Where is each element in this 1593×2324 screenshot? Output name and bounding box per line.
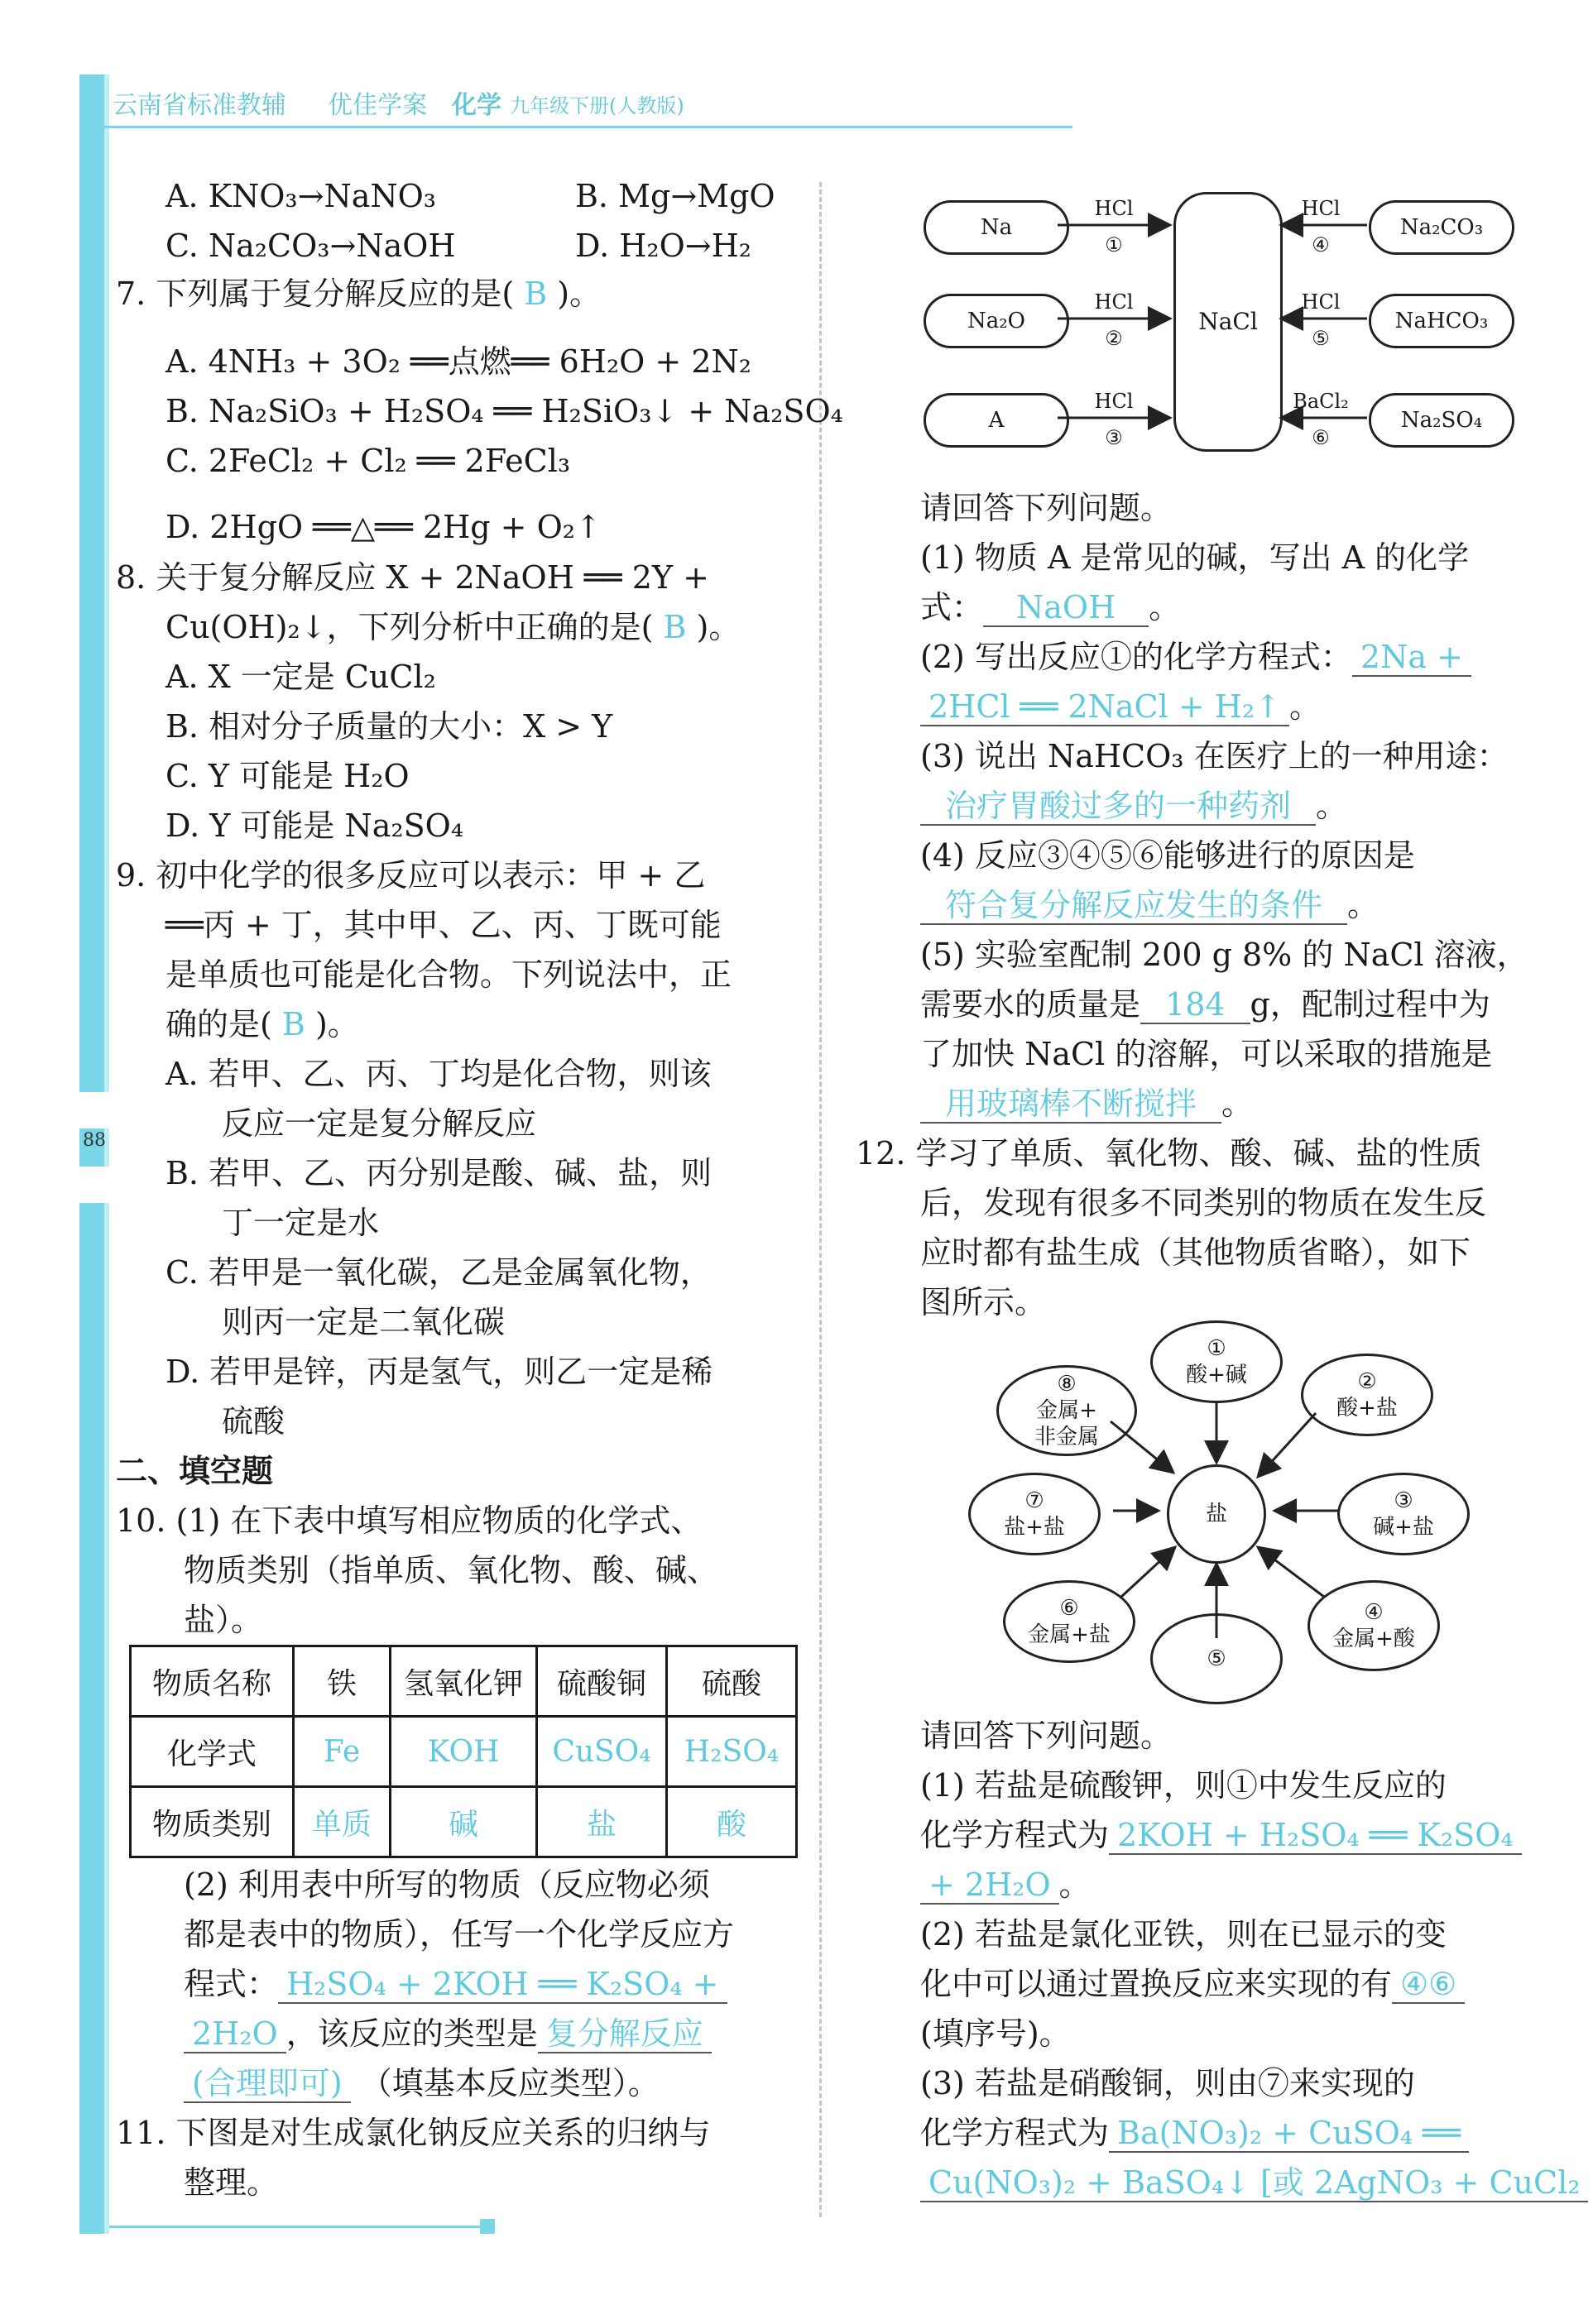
q10-p2-line4: 2H₂O ，该反应的类型是 复分解反应 [184,2015,712,2052]
q10-type-answer: 复分解反应 [538,2015,712,2053]
reagent-label: HCl [1301,197,1341,220]
q12-line3: 应时都有盐生成（其他物质省略），如下 [920,1234,1471,1271]
reaction-number: ⑥ [1312,426,1330,449]
edge-notch-bottom [79,1167,109,1203]
q11-5-line3: 了加快 NaCl 的溶解，可以采取的措施是 [920,1036,1493,1072]
q11-intro: 请回答下列问题。 [920,490,1173,526]
q11-line1: 11. 下图是对生成氯化钠反应关系的归纳与 [116,2115,711,2151]
q11-2-answer: 2Na + [1352,639,1471,677]
q8-answer: B [663,609,687,645]
q9-answer: B [281,1006,305,1042]
q10-p2-line3: 程式： H₂SO₄ + 2KOH ══ K₂SO₄ + [184,1966,727,2002]
q7-option-b: B. Na₂SiO₃ + H₂SO₄ ══ H₂SiO₃↓ + Na₂SO₄ [166,393,843,429]
q12-2-line2: 化中可以通过置换反应来实现的有 ④⑥ [920,1966,1465,2002]
pill-na: Na [924,200,1069,255]
q7-stem: 7. 下列属于复分解反应的是( B )。 [116,276,602,312]
q8-option-c: C. Y 可能是 H₂O [166,758,410,794]
q12-1-answer-cont: + 2H₂O [920,1866,1059,1905]
reaction-number: ③ [1105,426,1123,449]
pill-nahco3: NaHCO₃ [1369,294,1514,348]
q7-option-a: A. 4NH₃ + 3O₂ ══点燃══ 6H₂O + 2N₂ [166,343,751,380]
q9-option-b-cont: 丁一定是水 [222,1205,380,1241]
q11-5-answer2: 用玻璃棒不断搅拌 [920,1085,1221,1124]
q12-1-line1: (1) 若盐是硫酸钾，则①中发生反应的 [920,1767,1447,1804]
header-brand: 云南省标准教辅 [113,91,286,120]
wheel-node-6: ⑥ 金属+盐 [1003,1580,1135,1663]
q11-5-line1: (5) 实验室配制 200 g 8% 的 NaCl 溶液， [920,937,1528,973]
table-cell-answer: 碱 [391,1787,537,1857]
page-header [79,79,1072,127]
q12-line1: 12. 学习了单质、氧化物、酸、碱、盐的性质 [856,1135,1482,1172]
q10-equation-answer-cont: 2H₂O [184,2015,286,2053]
wheel-node-4: ④ 金属+酸 [1308,1580,1440,1671]
q11-5-line4: 用玻璃棒不断搅拌 。 [920,1085,1253,1122]
q10-line1: 10. (1) 在下表中填写相应物质的化学式、 [116,1502,703,1539]
table-row [131,1717,797,1787]
q12-1-answer: 2KOH + H₂SO₄ ══ K₂SO₄ [1109,1817,1522,1855]
table-row [131,1646,797,1717]
table-cell-answer: CuSO₄ [537,1717,667,1787]
q10-line3: 盐）。 [184,1602,263,1638]
q6-option-c: C. Na₂CO₃→NaOH [166,228,456,264]
q9-option-b: B. 若甲、乙、丙分别是酸、碱、盐，则 [166,1155,713,1191]
pill-na2o: Na₂O [924,294,1069,348]
q12-2-line3: (填序号)。 [920,2015,1071,2052]
table-cell-answer: H₂SO₄ [667,1717,797,1787]
wheel-node-1: ① 酸+碱 [1150,1320,1283,1403]
page-edge-band-light [104,74,109,2234]
table-cell-answer: KOH [391,1717,537,1787]
q11-5-line2: 需要水的质量是 184 g，配制过程中为 [920,986,1490,1023]
header-grade: 九年级下册(人教版) [510,94,684,117]
reaction-number: ② [1105,327,1123,350]
q12-3-answer: Ba(NO₃)₂ + CuSO₄ ══ [1109,2115,1469,2153]
reaction-number: ① [1105,233,1123,256]
q10-equation-answer: H₂SO₄ + 2KOH ══ K₂SO₄ + [278,1966,727,2004]
header-series: 优佳学案 [328,91,427,120]
q12-3-line3 [920,2164,1588,2201]
q12-line4: 图所示。 [920,1284,1047,1320]
table-cell-answer: Fe [294,1717,391,1787]
q9-option-d-cont: 硫酸 [222,1403,285,1440]
page-edge-band [79,74,104,2234]
header-subject: 化学 [452,91,501,120]
q12-2-answer: ④⑥ [1392,1966,1465,2004]
q9-line3: 是单质也可能是化合物。下列说法中，正 [166,956,732,993]
section-heading: 二、填空题 [116,1453,274,1489]
q9-option-c-cont: 则丙一定是二氧化碳 [222,1304,506,1340]
q12-line2: 后，发现有很多不同类别的物质在发生反 [920,1185,1487,1221]
q11-3-line1: (3) 说出 NaHCO₃ 在医疗上的一种用途： [920,738,1509,774]
q11-4-line1: (4) 反应③④⑤⑥能够进行的原因是 [920,837,1415,874]
pill-na2co3: Na₂CO₃ [1369,200,1514,255]
q12-3-answer-cont: Cu(NO₃)₂ + BaSO₄↓ [或 2AgNO₃ + CuCl₂ [920,2164,1588,2202]
q8-option-a: A. X 一定是 CuCl₂ [166,659,436,695]
reaction-number: ⑤ [1312,327,1330,350]
q11-3-answer: 治疗胃酸过多的一种药剂 [920,788,1316,826]
q7-option-d: D. 2HgO ══△══ 2Hg + O₂↑ [166,509,602,545]
reagent-label: HCl [1094,290,1134,314]
q11-1-answer: NaOH [983,589,1149,627]
wheel-node-7: ⑦ 盐+盐 [968,1473,1101,1555]
q8-line2: Cu(OH)₂↓，下列分析中正确的是( B )。 [166,609,741,645]
q9-option-c: C. 若甲是一氧化碳，乙是金属氧化物， [166,1254,712,1291]
header-rule [79,126,1072,128]
q7-option-c: C. 2FeCl₂ + Cl₂ ══ 2FeCl₃ [166,443,571,479]
q9-line2: ══丙 + 丁，其中甲、乙、丙、丁既可能 [166,907,722,943]
q12-3-line2: 化学方程式为 Ba(NO₃)₂ + CuSO₄ ══ [920,2115,1469,2151]
pill-a: A [924,393,1069,448]
reagent-label: HCl [1094,390,1134,413]
reaction-number: ④ [1312,233,1330,256]
q11-2-line1: (2) 写出反应①的化学方程式： 2Na + [920,639,1471,675]
q12-1-line3: + 2H₂O 。 [920,1866,1091,1903]
q10-type-note: (合理即可) [184,2065,351,2103]
reagent-label: HCl [1301,290,1341,314]
q11-1-line1: (1) 物质 A 是常见的碱，写出 A 的化学 [920,539,1470,576]
wheel-node-2: ② 酸+盐 [1301,1354,1433,1436]
table-cell-answer: 盐 [537,1787,667,1857]
q12-1-line2: 化学方程式为 2KOH + H₂SO₄ ══ K₂SO₄ [920,1817,1522,1853]
q12-3-line1: (3) 若盐是硝酸铜，则由⑦来实现的 [920,2065,1415,2101]
wheel-node-8: ⑧ 金属+ 非金属 [996,1365,1137,1456]
q9-line4: 确的是( B )。 [166,1006,359,1042]
reagent-label: BaCl₂ [1293,390,1349,413]
substance-table [129,1645,798,1858]
q8-option-b: B. 相对分子质量的大小：X > Y [166,708,613,745]
q9-option-a: A. 若甲、乙、丙、丁均是化合物，则该 [166,1056,712,1092]
table-row-head: 化学式 [131,1717,294,1787]
q12-intro: 请回答下列问题。 [920,1718,1173,1754]
q11-4-line2: 符合复分解反应发生的条件 。 [920,887,1379,923]
q11-1-line2: 式： NaOH 。 [920,589,1181,625]
edge-notch-top [79,1092,109,1128]
table-cell: 氢氧化钾 [391,1646,537,1717]
pill-na2so4: Na₂SO₄ [1369,393,1514,448]
table-cell-answer: 单质 [294,1787,391,1857]
table-cell: 铁 [294,1646,391,1717]
q8-option-d: D. Y 可能是 Na₂SO₄ [166,807,464,844]
column-separator [819,182,822,2217]
wheel-node-5: ⑤ [1150,1613,1283,1704]
wheel-center-salt: 盐 [1167,1464,1266,1564]
q11-4-answer: 符合复分解反应发生的条件 [920,887,1347,925]
page-number: 88 [83,1130,106,1151]
table-row-head: 物质名称 [131,1646,294,1717]
table-cell: 硫酸 [667,1646,797,1717]
q8-line1: 8. 关于复分解反应 X + 2NaOH ══ 2Y + [116,559,709,596]
table-row-head: 物质类别 [131,1787,294,1857]
q7-answer: B [524,276,548,312]
footer-rule [109,2226,482,2228]
q6-option-a: A. KNO₃→NaNO₃ [166,178,437,214]
q11-5-answer: 184 [1140,986,1250,1024]
q10-p2-line1: (2) 利用表中所写的物质（反应物必须 [184,1866,710,1903]
table-row [131,1787,797,1857]
q9-option-d: D. 若甲是锌，丙是氢气，则乙一定是稀 [166,1354,713,1390]
q10-p2-line2: 都是表中的物质），任写一个化学反应方 [184,1916,735,1953]
footer-square [480,2219,495,2234]
q11-2-line2: 2HCl ══ 2NaCl + H₂↑ 。 [920,688,1321,725]
q11-line2: 整理。 [184,2164,279,2201]
reagent-label: HCl [1094,197,1134,220]
table-cell: 硫酸铜 [537,1646,667,1717]
q6-option-b: B. Mg→MgO [575,178,775,214]
q11-3-line2: 治疗胃酸过多的一种药剂 。 [920,788,1347,824]
q10-p2-line5: (合理即可) （填基本反应类型）。 [184,2065,660,2101]
q10-line2: 物质类别（指单质、氧化物、酸、碱、 [184,1552,719,1588]
q11-2-answer-cont: 2HCl ══ 2NaCl + H₂↑ [920,688,1289,726]
wheel-node-3: ③ 碱+盐 [1337,1473,1470,1555]
q9-line1: 9. 初中化学的很多反应可以表示：甲 + 乙 [116,857,706,894]
nacl-center: NaCl [1173,192,1283,452]
q6-option-d: D. H₂O→H₂ [575,228,752,264]
q9-option-a-cont: 反应一定是复分解反应 [222,1105,537,1142]
table-cell-answer: 酸 [667,1787,797,1857]
q12-2-line1: (2) 若盐是氯化亚铁，则在已显示的变 [920,1916,1447,1953]
